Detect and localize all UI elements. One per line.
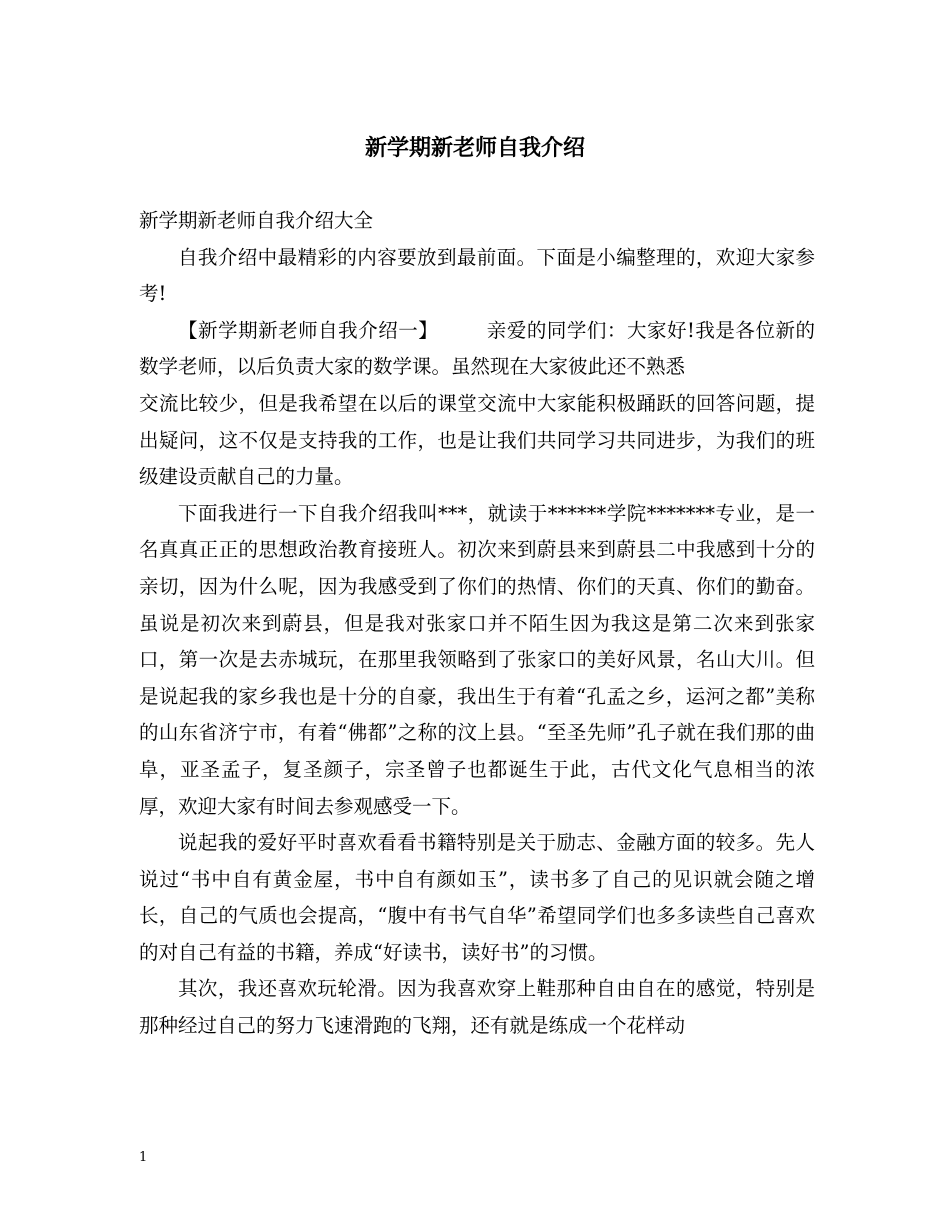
section-heading: 【新学期新老师自我介绍一】 — [178, 318, 439, 342]
document-subtitle: 新学期新老师自我介绍大全 — [139, 209, 374, 232]
paragraph-hobby-reading: 说起我的爱好平时喜欢看看书籍特别是关于励志、金融方面的较多。先人说过“书中自有黄金屋，书中自有颜如玉”，读书多了自己的见识就会随之增长，自己的气质也会提高，“腹中有书气自华”希望同学们也多多读些自己喜欢的对自己有益的书籍，养成“好读书，读好书”的习惯。 — [139, 831, 815, 964]
paragraph-self-intro: 下面我进行一下自我介绍我叫***，就读于******学院*******专业，是一名真真正正的思想政治教育接班人。初次来到蔚县来到蔚县二中我感到十分的亲切，因为什么呢，因为我感受到了你们的热情、你们的天真、你们的勤奋。虽说是初次来到蔚县，但是我对张家口并不陌生因为我这是第二次来到张家口，第一次是去赤城玩，在那里我领略到了张家口的美好风景，名山大川。但是说起我的家乡我也是十分的自豪，我出生于有着“孔孟之乡，运河之都”美称的山东省济宁市，有着“佛都”之称的汶上县。“至圣先师”孔子就在我们那的曲阜，亚圣孟子，复圣颜子，宗圣曾子也都诞生于此，古代文化气息相当的浓厚，欢迎大家有时间去参观感受一下。 — [139, 501, 815, 818]
paragraph-section-one — [139, 313, 815, 386]
paragraph-intro: 自我介绍中最精彩的内容要放到最前面。下面是小编整理的，欢迎大家参考! — [139, 245, 815, 306]
section-intro-text: 亲爱的同学们：大家好!我是各位新的数学老师，以后负责大家的数学课。虽然现在大家彼此还不熟悉 — [139, 318, 815, 379]
page-title: 新学期新老师自我介绍 — [364, 135, 585, 161]
document-body — [139, 203, 815, 1045]
paragraph-hobby-skating: 其次，我还喜欢玩轮滑。因为我喜欢穿上鞋那种自由自在的感觉，特别是那种经过自己的努力飞速滑跑的飞翔，还有就是练成一个花样动 — [139, 977, 815, 1038]
page-number: 1 — [139, 1150, 148, 1165]
paragraph-continuation: 交流比较少，但是我希望在以后的课堂交流中大家能积极踊跃的回答问题，提出疑问，这不仅是支持我的工作，也是让我们共同学习共同进步，为我们的班级建设贡献自己的力量。 — [139, 391, 815, 489]
